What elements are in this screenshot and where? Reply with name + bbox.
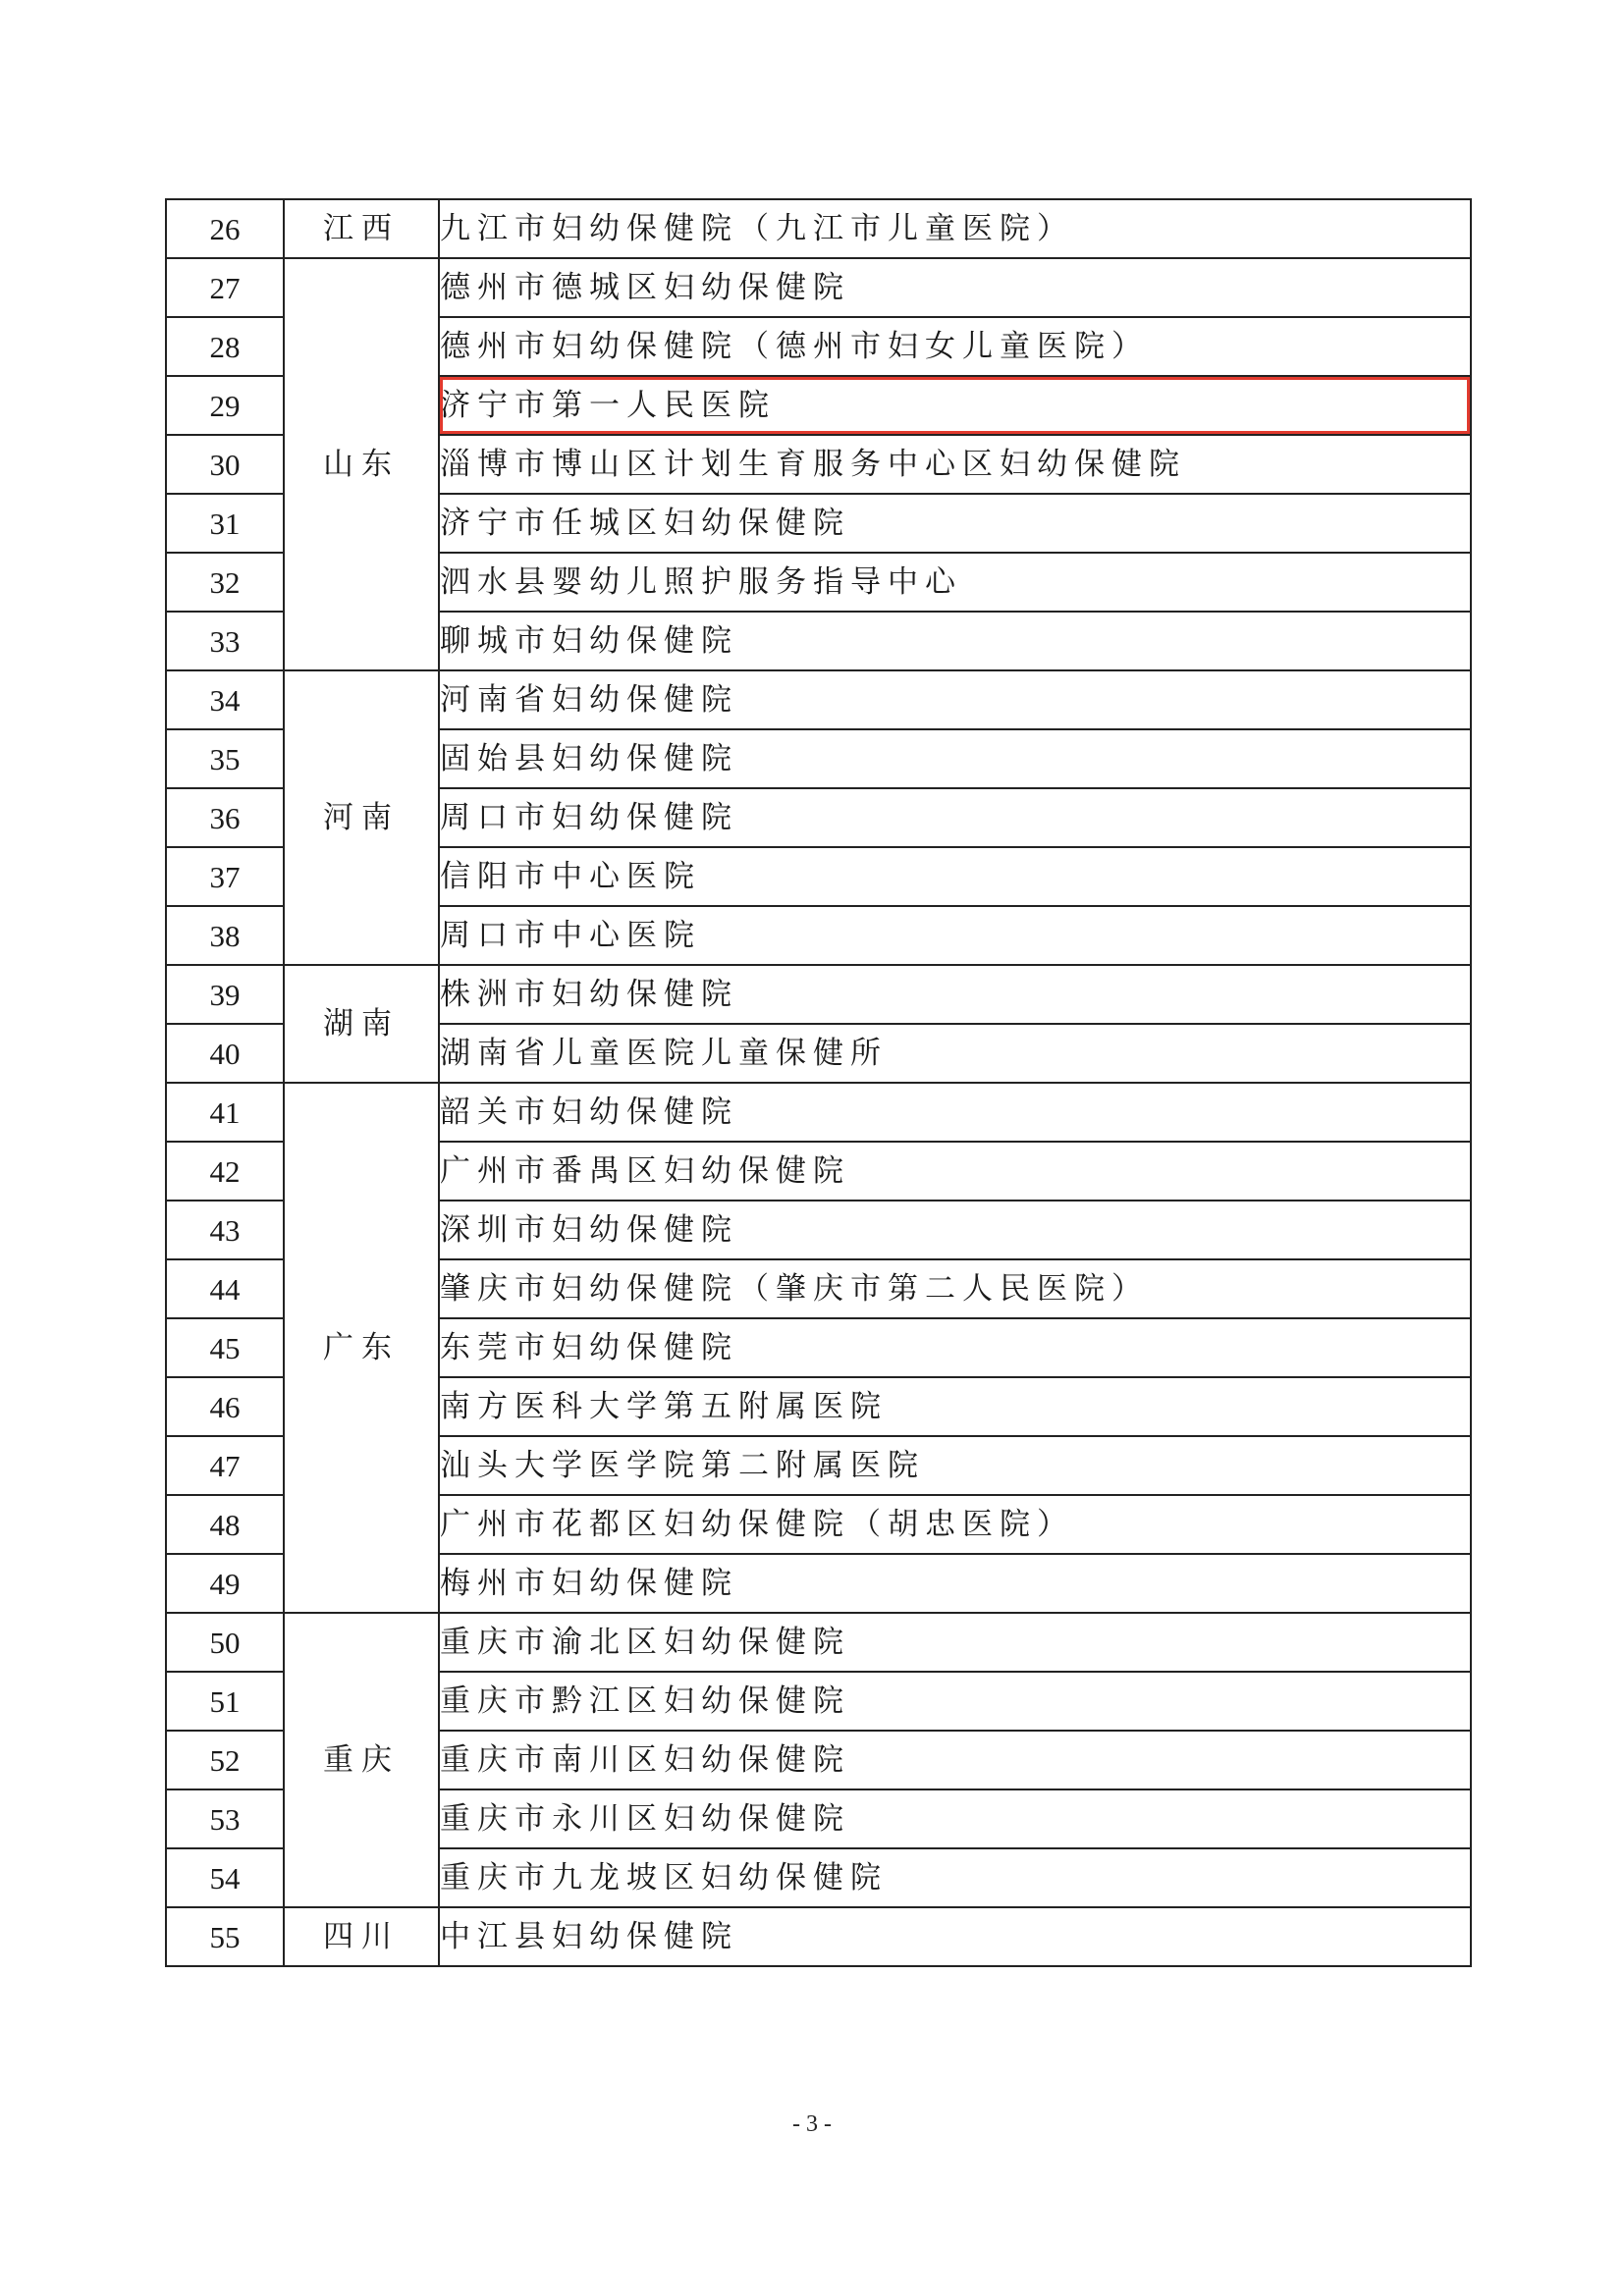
row-number: 51 bbox=[166, 1672, 284, 1731]
institution-name-text: 泗水县婴幼儿照护服务指导中心 bbox=[440, 563, 962, 600]
institution-name bbox=[439, 1377, 1471, 1436]
institution-name-text: 株洲市妇幼保健院 bbox=[440, 976, 738, 1012]
institution-name-text: 信阳市中心医院 bbox=[440, 858, 701, 894]
row-number: 45 bbox=[166, 1318, 284, 1377]
table-row bbox=[166, 965, 1471, 1024]
institution-name-text: 济宁市第一人民医院 bbox=[440, 387, 776, 423]
row-number: 32 bbox=[166, 553, 284, 612]
institution-name-text: 广州市番禺区妇幼保健院 bbox=[440, 1152, 850, 1189]
institution-name bbox=[439, 906, 1471, 965]
province-cell: 广东 bbox=[284, 1083, 439, 1613]
institution-name-text: 重庆市南川区妇幼保健院 bbox=[440, 1741, 850, 1778]
row-number: 30 bbox=[166, 435, 284, 494]
institution-name bbox=[439, 1142, 1471, 1201]
institution-name-text: 周口市妇幼保健院 bbox=[440, 799, 738, 835]
table-row bbox=[166, 670, 1471, 729]
province-cell: 四川 bbox=[284, 1907, 439, 1966]
institution-name bbox=[439, 729, 1471, 788]
row-number: 29 bbox=[166, 376, 284, 435]
institution-name bbox=[439, 317, 1471, 376]
institution-name bbox=[439, 612, 1471, 670]
table-row bbox=[166, 1083, 1471, 1142]
institution-name bbox=[439, 1907, 1471, 1966]
province-cell: 河南 bbox=[284, 670, 439, 965]
province-cell: 湖南 bbox=[284, 965, 439, 1083]
institution-name bbox=[439, 847, 1471, 906]
row-number: 52 bbox=[166, 1731, 284, 1789]
row-number: 28 bbox=[166, 317, 284, 376]
institution-name-text: 深圳市妇幼保健院 bbox=[440, 1211, 738, 1248]
row-number: 55 bbox=[166, 1907, 284, 1966]
table-row bbox=[166, 199, 1471, 258]
row-number: 31 bbox=[166, 494, 284, 553]
row-number: 54 bbox=[166, 1848, 284, 1907]
institution-name-text: 广州市花都区妇幼保健院（胡忠医院） bbox=[440, 1506, 1074, 1542]
institution-name-text: 重庆市黔江区妇幼保健院 bbox=[440, 1682, 850, 1719]
institution-name-text: 淄博市博山区计划生育服务中心区妇幼保健院 bbox=[440, 446, 1186, 482]
institution-name-text: 东莞市妇幼保健院 bbox=[440, 1329, 738, 1365]
institution-name bbox=[439, 1083, 1471, 1142]
row-number: 43 bbox=[166, 1201, 284, 1259]
institution-name bbox=[439, 965, 1471, 1024]
institution-name bbox=[439, 1495, 1471, 1554]
institution-name bbox=[439, 788, 1471, 847]
row-number: 41 bbox=[166, 1083, 284, 1142]
institution-name-text: 九江市妇幼保健院（九江市儿童医院） bbox=[440, 210, 1074, 246]
institution-name bbox=[439, 1554, 1471, 1613]
row-number: 50 bbox=[166, 1613, 284, 1672]
institution-name bbox=[439, 1789, 1471, 1848]
row-number: 26 bbox=[166, 199, 284, 258]
row-number: 49 bbox=[166, 1554, 284, 1613]
row-number: 46 bbox=[166, 1377, 284, 1436]
institution-name bbox=[439, 1731, 1471, 1789]
institution-name bbox=[439, 1201, 1471, 1259]
institution-name bbox=[439, 1259, 1471, 1318]
institution-name-text: 德州市德城区妇幼保健院 bbox=[440, 269, 850, 305]
institution-name bbox=[439, 1024, 1471, 1083]
table-row bbox=[166, 1907, 1471, 1966]
row-number: 47 bbox=[166, 1436, 284, 1495]
institution-name bbox=[439, 1848, 1471, 1907]
institution-name-text: 聊城市妇幼保健院 bbox=[440, 622, 738, 659]
row-number: 33 bbox=[166, 612, 284, 670]
institution-name bbox=[439, 1436, 1471, 1495]
institution-name bbox=[439, 1613, 1471, 1672]
institution-name bbox=[439, 199, 1471, 258]
institution-name-highlighted bbox=[439, 376, 1471, 435]
row-number: 44 bbox=[166, 1259, 284, 1318]
row-number: 34 bbox=[166, 670, 284, 729]
page-number: - 3 - bbox=[792, 2111, 832, 2137]
province-cell: 山东 bbox=[284, 258, 439, 670]
row-number: 42 bbox=[166, 1142, 284, 1201]
row-number: 37 bbox=[166, 847, 284, 906]
institution-name bbox=[439, 435, 1471, 494]
row-number: 40 bbox=[166, 1024, 284, 1083]
institution-name-text: 重庆市九龙坡区妇幼保健院 bbox=[440, 1859, 888, 1896]
row-number: 53 bbox=[166, 1789, 284, 1848]
row-number: 38 bbox=[166, 906, 284, 965]
institution-name bbox=[439, 553, 1471, 612]
row-number: 48 bbox=[166, 1495, 284, 1554]
row-number: 27 bbox=[166, 258, 284, 317]
institution-name bbox=[439, 1318, 1471, 1377]
institution-name bbox=[439, 670, 1471, 729]
province-cell: 江西 bbox=[284, 199, 439, 258]
table-body bbox=[166, 199, 1471, 1966]
institution-table bbox=[165, 198, 1472, 1967]
province-cell: 重庆 bbox=[284, 1613, 439, 1907]
institution-name bbox=[439, 258, 1471, 317]
institution-name-text: 肇庆市妇幼保健院（肇庆市第二人民医院） bbox=[440, 1270, 1149, 1307]
institution-name-text: 汕头大学医学院第二附属医院 bbox=[440, 1447, 925, 1483]
table-row bbox=[166, 258, 1471, 317]
institution-name-text: 重庆市永川区妇幼保健院 bbox=[440, 1800, 850, 1837]
institution-name-text: 湖南省儿童医院儿童保健所 bbox=[440, 1035, 888, 1071]
institution-name-text: 固始县妇幼保健院 bbox=[440, 740, 738, 776]
institution-name bbox=[439, 1672, 1471, 1731]
row-number: 39 bbox=[166, 965, 284, 1024]
institution-name-text: 周口市中心医院 bbox=[440, 917, 701, 953]
institution-name-text: 韶关市妇幼保健院 bbox=[440, 1094, 738, 1130]
institution-name-text: 德州市妇幼保健院（德州市妇女儿童医院） bbox=[440, 328, 1149, 364]
table-row bbox=[166, 1613, 1471, 1672]
institution-name-text: 南方医科大学第五附属医院 bbox=[440, 1388, 888, 1424]
institution-name-text: 重庆市渝北区妇幼保健院 bbox=[440, 1624, 850, 1660]
row-number: 36 bbox=[166, 788, 284, 847]
institution-name bbox=[439, 494, 1471, 553]
institution-name-text: 河南省妇幼保健院 bbox=[440, 681, 738, 718]
institution-name-text: 济宁市任城区妇幼保健院 bbox=[440, 505, 850, 541]
institution-name-text: 中江县妇幼保健院 bbox=[440, 1918, 738, 1954]
institution-name-text: 梅州市妇幼保健院 bbox=[440, 1565, 738, 1601]
row-number: 35 bbox=[166, 729, 284, 788]
